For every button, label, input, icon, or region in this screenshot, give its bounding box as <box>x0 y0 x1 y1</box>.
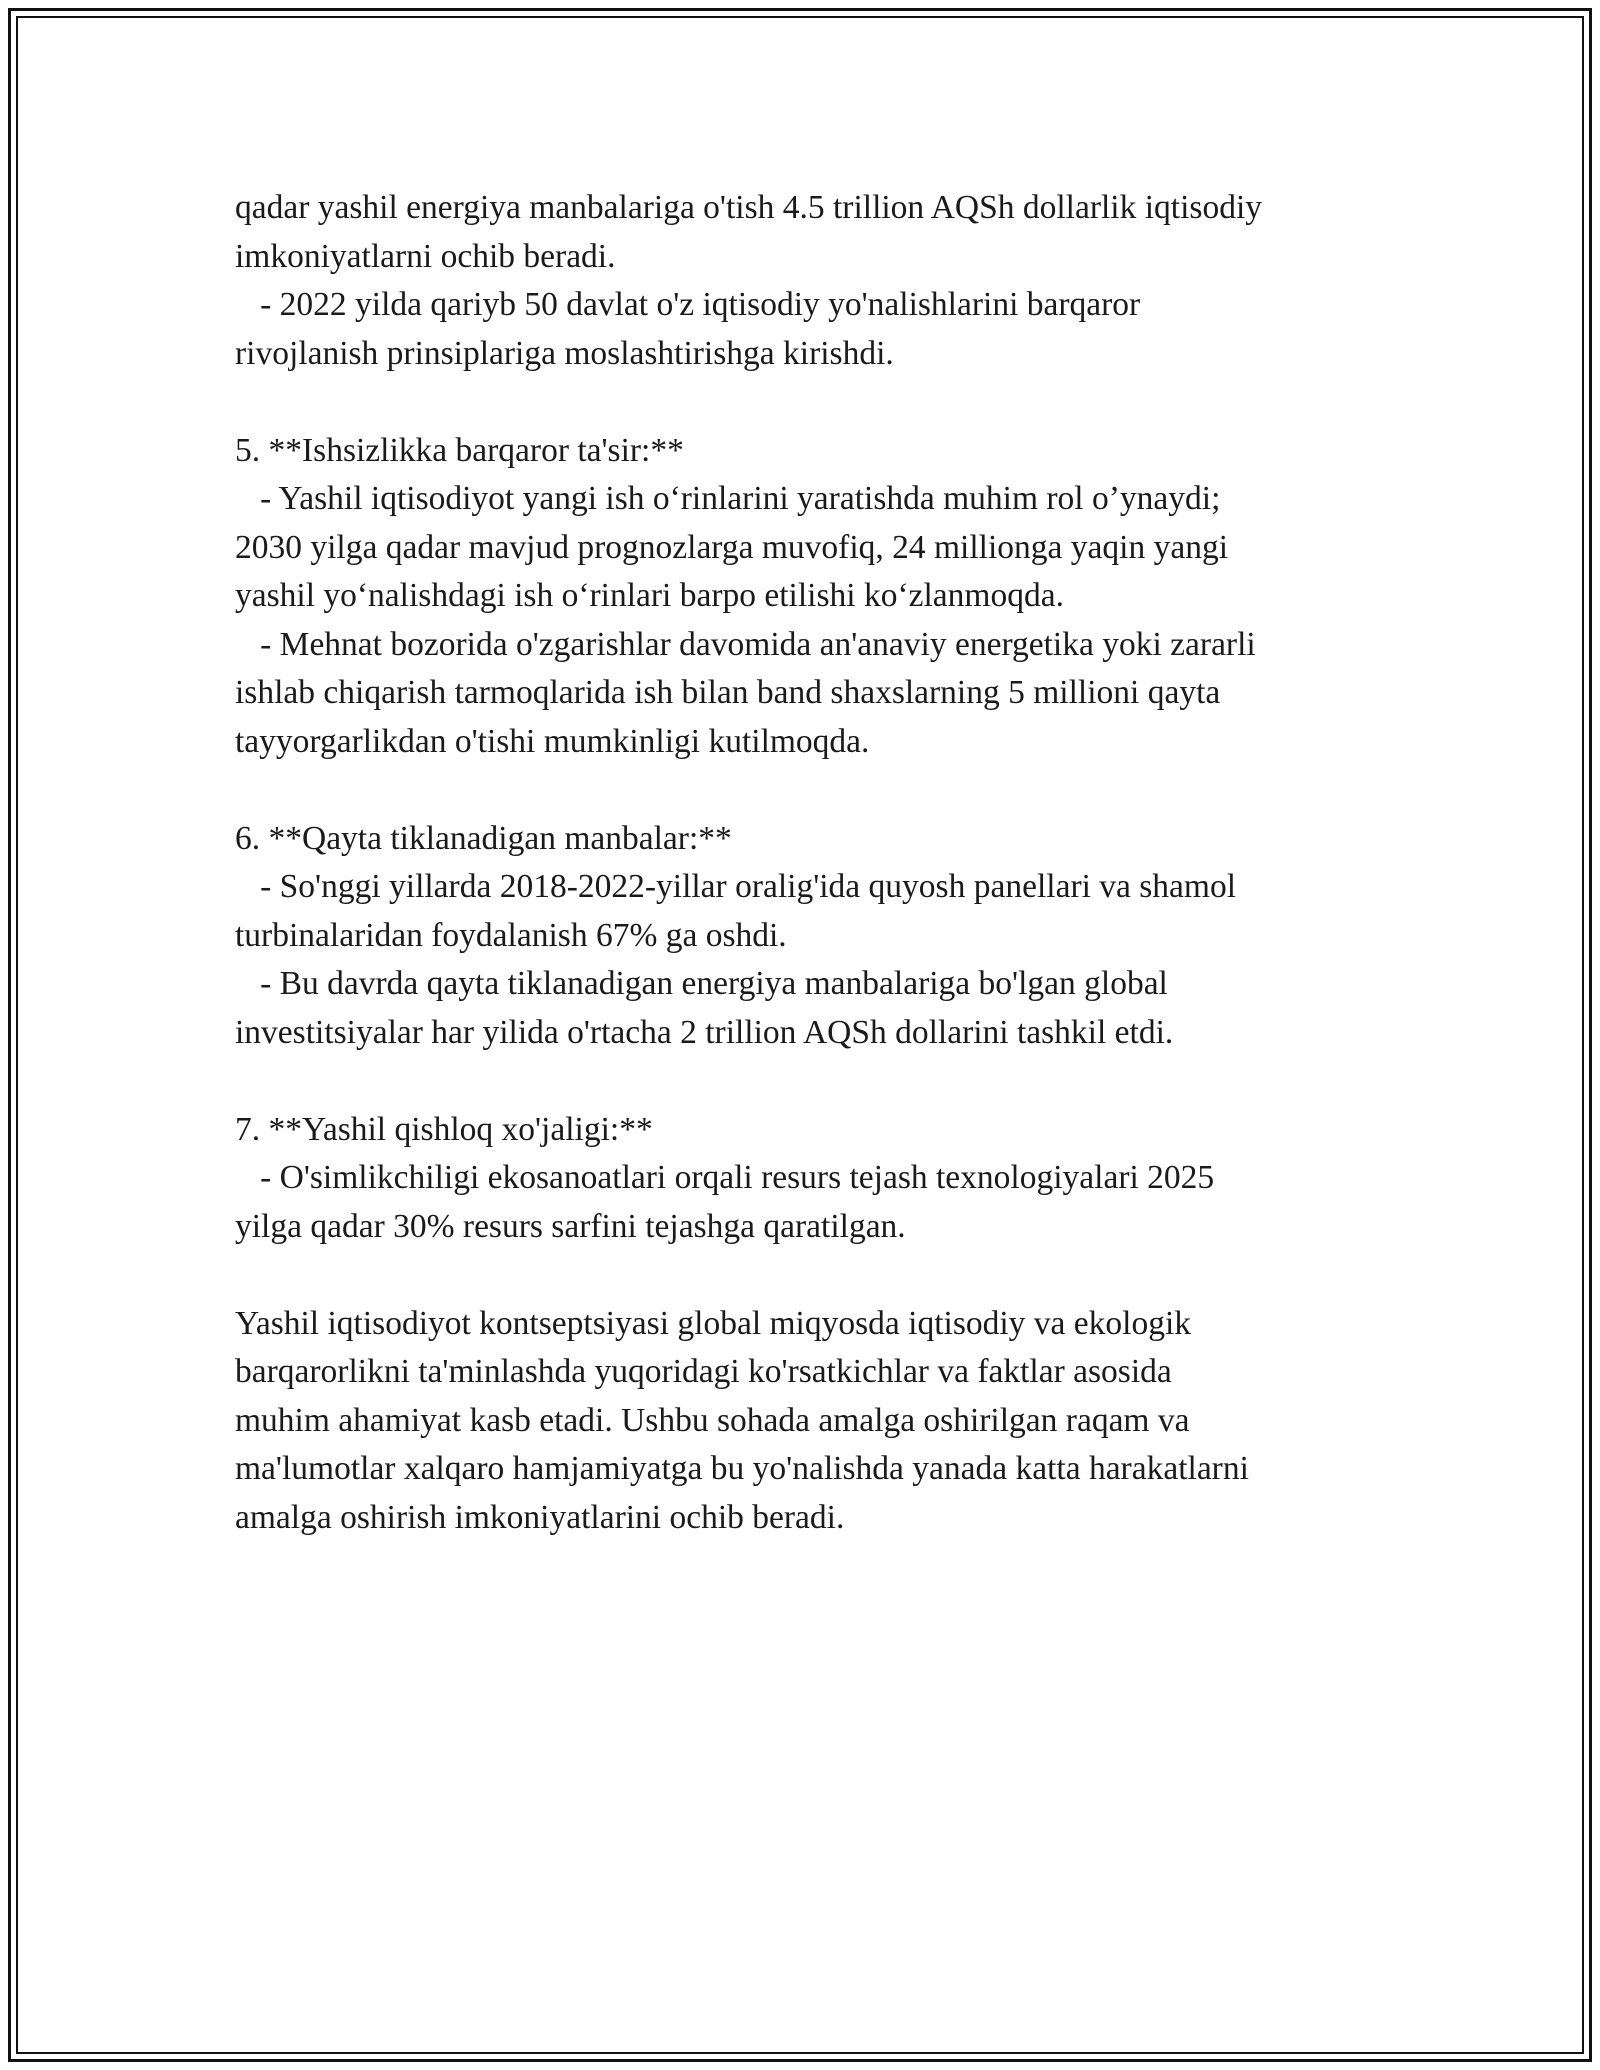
text-line: imkoniyatlarni ochib beradi. <box>235 237 616 275</box>
bullet-line: - O'simlikchiligi ekosanoatlari orqali resurs tejash texnologiyalari 2025 <box>235 1159 1215 1196</box>
paragraph-spacer <box>235 766 1375 815</box>
text-line: qadar yashil energiya manbalariga o'tish 4.5 trillion AQSh dollarlik iqtisodiy <box>235 189 1263 226</box>
section-6 <box>235 815 1375 1058</box>
text-line: muhim ahamiyat kasb etadi. Ushbu sohada amalga oshirilgan raqam va <box>235 1401 1190 1439</box>
text-line: ishlab chiqarish tarmoqlarida ish bilan band shaxslarning 5 millioni qayta <box>235 674 1221 711</box>
text-line: Yashil iqtisodiyot kontseptsiyasi global miqyosda iqtisodiy va ekologik <box>235 1304 1192 1342</box>
bullet-line: - Mehnat bozorida o'zgarishlar davomida an'anaviy energetika yoki zararli <box>235 625 1256 663</box>
bullet-line: - Bu davrda qayta tiklanadigan energiya manbalariga bo'lgan global <box>235 965 1168 1002</box>
section-heading: 6. **Qayta tiklanadigan manbalar:** <box>235 819 732 857</box>
text-line: ma'lumotlar xalqaro hamjamiyatga bu yo'nalishda yanada katta harakatlarni <box>235 1450 1249 1487</box>
text-line: barqarorlikni ta'minlashda yuqoridagi ko'rsatkichlar va faktlar asosida <box>235 1353 1172 1390</box>
paragraph-spacer <box>235 1057 1375 1106</box>
intro-block <box>235 184 1375 378</box>
section-heading: 7. **Yashil qishloq xo'jaligi:** <box>235 1110 653 1148</box>
text-line: investitsiyalar har yilida o'rtacha 2 trillion AQSh dollarini tashkil etdi. <box>235 1013 1174 1051</box>
text-line: 2030 yilga qadar mavjud prognozlarga muvofiq, 24 millionga yaqin yangi <box>235 528 1229 566</box>
paragraph-spacer <box>235 1251 1375 1300</box>
bullet-line: - Yashil iqtisodiyot yangi ish o‘rinlarini yaratishda muhim rol o’ynaydi; <box>235 480 1221 517</box>
text-line: yashil yo‘nalishdagi ish o‘rinlari barpo etilishi ko‘zlanmoqda. <box>235 577 1064 614</box>
text-line: tayyorgarlikdan o'tishi mumkinligi kutilmoqda. <box>235 722 870 760</box>
text-line: rivojlanish prinsiplariga moslashtirishga kirishdi. <box>235 334 894 372</box>
bullet-line: - 2022 yilda qariyb 50 davlat o'z iqtisodiy yo'nalishlarini barqaror <box>235 286 1141 323</box>
section-7 <box>235 1106 1375 1252</box>
paragraph-spacer <box>235 378 1375 427</box>
conclusion-paragraph <box>235 1300 1375 1543</box>
document-body <box>235 184 1375 1542</box>
bullet-line: - So'nggi yillarda 2018-2022-yillar oralig'ida quyosh panellari va shamol <box>235 868 1237 905</box>
text-line: amalga oshirish imkoniyatlarini ochib beradi. <box>235 1498 845 1536</box>
section-heading: 5. **Ishsizlikka barqaror ta'sir:** <box>235 431 684 469</box>
text-line: yilga qadar 30% resurs sarfini tejashga qaratilgan. <box>235 1207 906 1245</box>
text-line: turbinalaridan foydalanish 67% ga oshdi. <box>235 916 787 954</box>
section-5 <box>235 427 1375 767</box>
